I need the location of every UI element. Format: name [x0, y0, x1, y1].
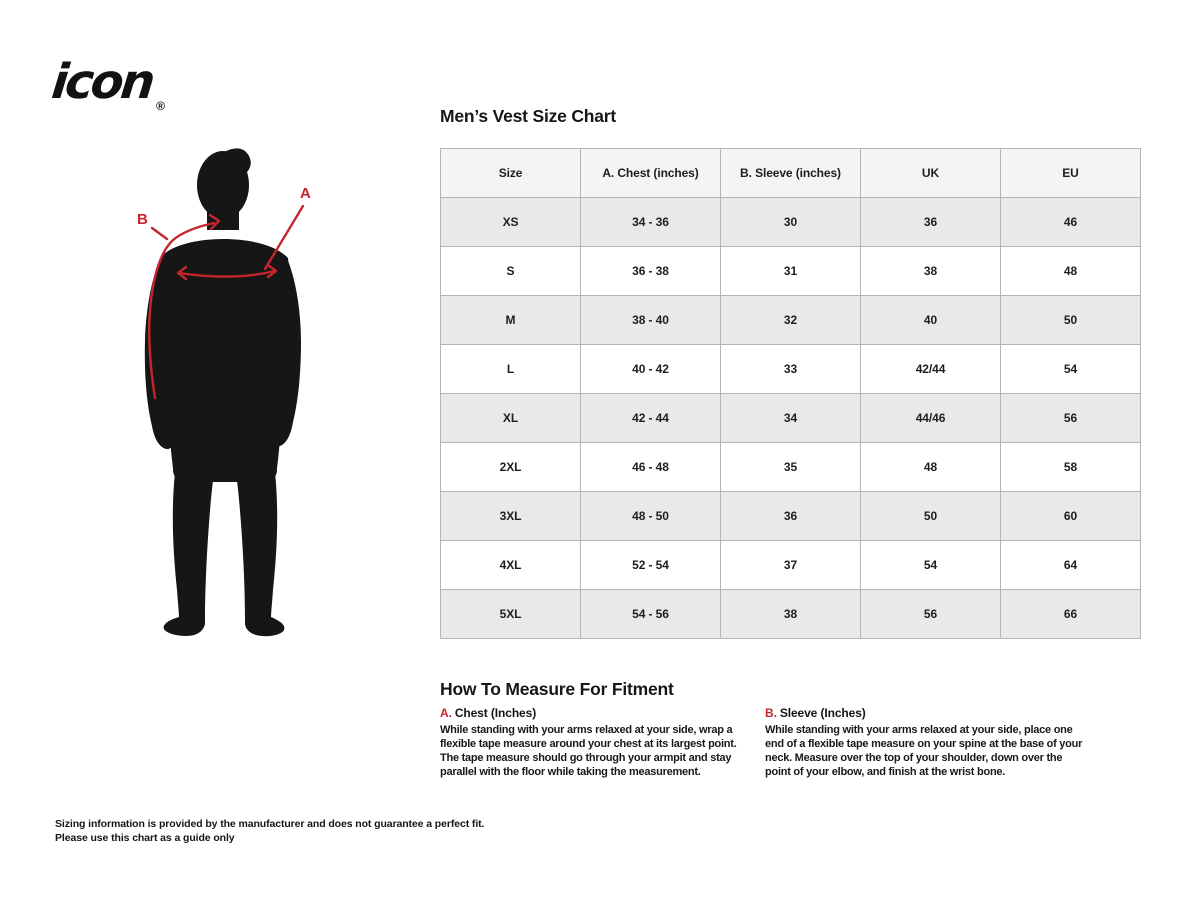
measure-chest-label: Chest (Inches) [454, 706, 537, 720]
logo-wordmark: icon [49, 54, 156, 110]
table-cell: 54 - 56 [581, 590, 721, 639]
table-cell: 36 [861, 198, 1001, 247]
measure-sleeve-heading [765, 706, 1087, 720]
header-row [441, 149, 1141, 198]
table-cell: 38 - 40 [581, 296, 721, 345]
how-to-title: How To Measure For Fitment [440, 679, 674, 699]
table-cell: 64 [1001, 541, 1141, 590]
table-row [441, 443, 1141, 492]
table-cell: 54 [861, 541, 1001, 590]
table-cell: 46 [1001, 198, 1141, 247]
table-row [441, 198, 1141, 247]
table-cell: 34 - 36 [581, 198, 721, 247]
table-cell: 40 - 42 [581, 345, 721, 394]
table-cell: S [441, 247, 581, 296]
registered-trademark-icon: ® [156, 99, 165, 113]
table-cell: XS [441, 198, 581, 247]
table-cell: 42/44 [861, 345, 1001, 394]
table-cell: 60 [1001, 492, 1141, 541]
column-header: B. Sleeve (inches) [721, 149, 861, 198]
table-cell: 56 [1001, 394, 1141, 443]
table-cell: 48 - 50 [581, 492, 721, 541]
table-row [441, 394, 1141, 443]
measure-chest-prefix: A. [440, 706, 452, 720]
footer-line-1: Sizing information is provided by the manufacturer and does not guarantee a perfect fit. [55, 818, 485, 830]
table-cell: 33 [721, 345, 861, 394]
table-cell: 50 [861, 492, 1001, 541]
table-cell: 46 - 48 [581, 443, 721, 492]
table-cell: XL [441, 394, 581, 443]
measure-chest-instructions: While standing with your arms relaxed at your side, wrap a flexible tape measure around your chest at its largest point. The tape measure should go through your armpit and stay parallel with the floor while taking the measurement. [440, 724, 737, 778]
table-cell: 50 [1001, 296, 1141, 345]
column-header: EU [1001, 149, 1141, 198]
table-cell: 3XL [441, 492, 581, 541]
table-cell: 38 [721, 590, 861, 639]
footer-line-2: Please use this chart as a guide only [55, 832, 235, 844]
table-row [441, 296, 1141, 345]
label-b: B [137, 211, 148, 228]
measure-section-chest [440, 706, 756, 779]
table-cell: 34 [721, 394, 861, 443]
label-a: A [300, 185, 311, 202]
measure-section-sleeve [765, 706, 1087, 779]
measure-sleeve-prefix: B. [765, 706, 777, 720]
measure-sleeve-instructions: While standing with your arms relaxed at your side, place one end of a flexible tape measure on your spine at the base of your neck. Measure over the top of your shoulder, down over the point of your elbow, and finish at the wrist bone. [765, 724, 1083, 778]
table-cell: 58 [1001, 443, 1141, 492]
table-cell: 42 - 44 [581, 394, 721, 443]
table-cell: 37 [721, 541, 861, 590]
table-row [441, 492, 1141, 541]
table-header [441, 149, 1141, 198]
table-cell: 36 - 38 [581, 247, 721, 296]
table-cell: 56 [861, 590, 1001, 639]
table-cell: 5XL [441, 590, 581, 639]
body-silhouette-graphic [100, 140, 400, 660]
table-cell: 44/46 [861, 394, 1001, 443]
body-silhouette [145, 148, 301, 636]
table-cell: L [441, 345, 581, 394]
table-cell: 48 [1001, 247, 1141, 296]
column-header: UK [861, 149, 1001, 198]
table-row [441, 541, 1141, 590]
table-row [441, 345, 1141, 394]
table-body [441, 198, 1141, 639]
table-cell: M [441, 296, 581, 345]
table-cell: 30 [721, 198, 861, 247]
footer-disclaimer [55, 817, 484, 845]
table-cell: 54 [1001, 345, 1141, 394]
table-cell: 48 [861, 443, 1001, 492]
column-header: Size [441, 149, 581, 198]
table-cell: 2XL [441, 443, 581, 492]
table-row [441, 590, 1141, 639]
size-chart-table [440, 148, 1141, 639]
table-cell: 35 [721, 443, 861, 492]
table-cell: 32 [721, 296, 861, 345]
measurement-figure [100, 140, 400, 660]
table-cell: 52 - 54 [581, 541, 721, 590]
measure-sleeve-label: Sleeve (Inches) [779, 706, 866, 720]
table-cell: 36 [721, 492, 861, 541]
column-header: A. Chest (inches) [581, 149, 721, 198]
table-cell: 66 [1001, 590, 1141, 639]
table-row [441, 247, 1141, 296]
label-b-leader-line [152, 228, 167, 239]
table-cell: 31 [721, 247, 861, 296]
table-cell: 40 [861, 296, 1001, 345]
icon-brand-logo [49, 54, 165, 113]
table-cell: 4XL [441, 541, 581, 590]
table-cell: 38 [861, 247, 1001, 296]
measure-chest-heading [440, 706, 756, 720]
page-title: Men’s Vest Size Chart [440, 106, 617, 126]
